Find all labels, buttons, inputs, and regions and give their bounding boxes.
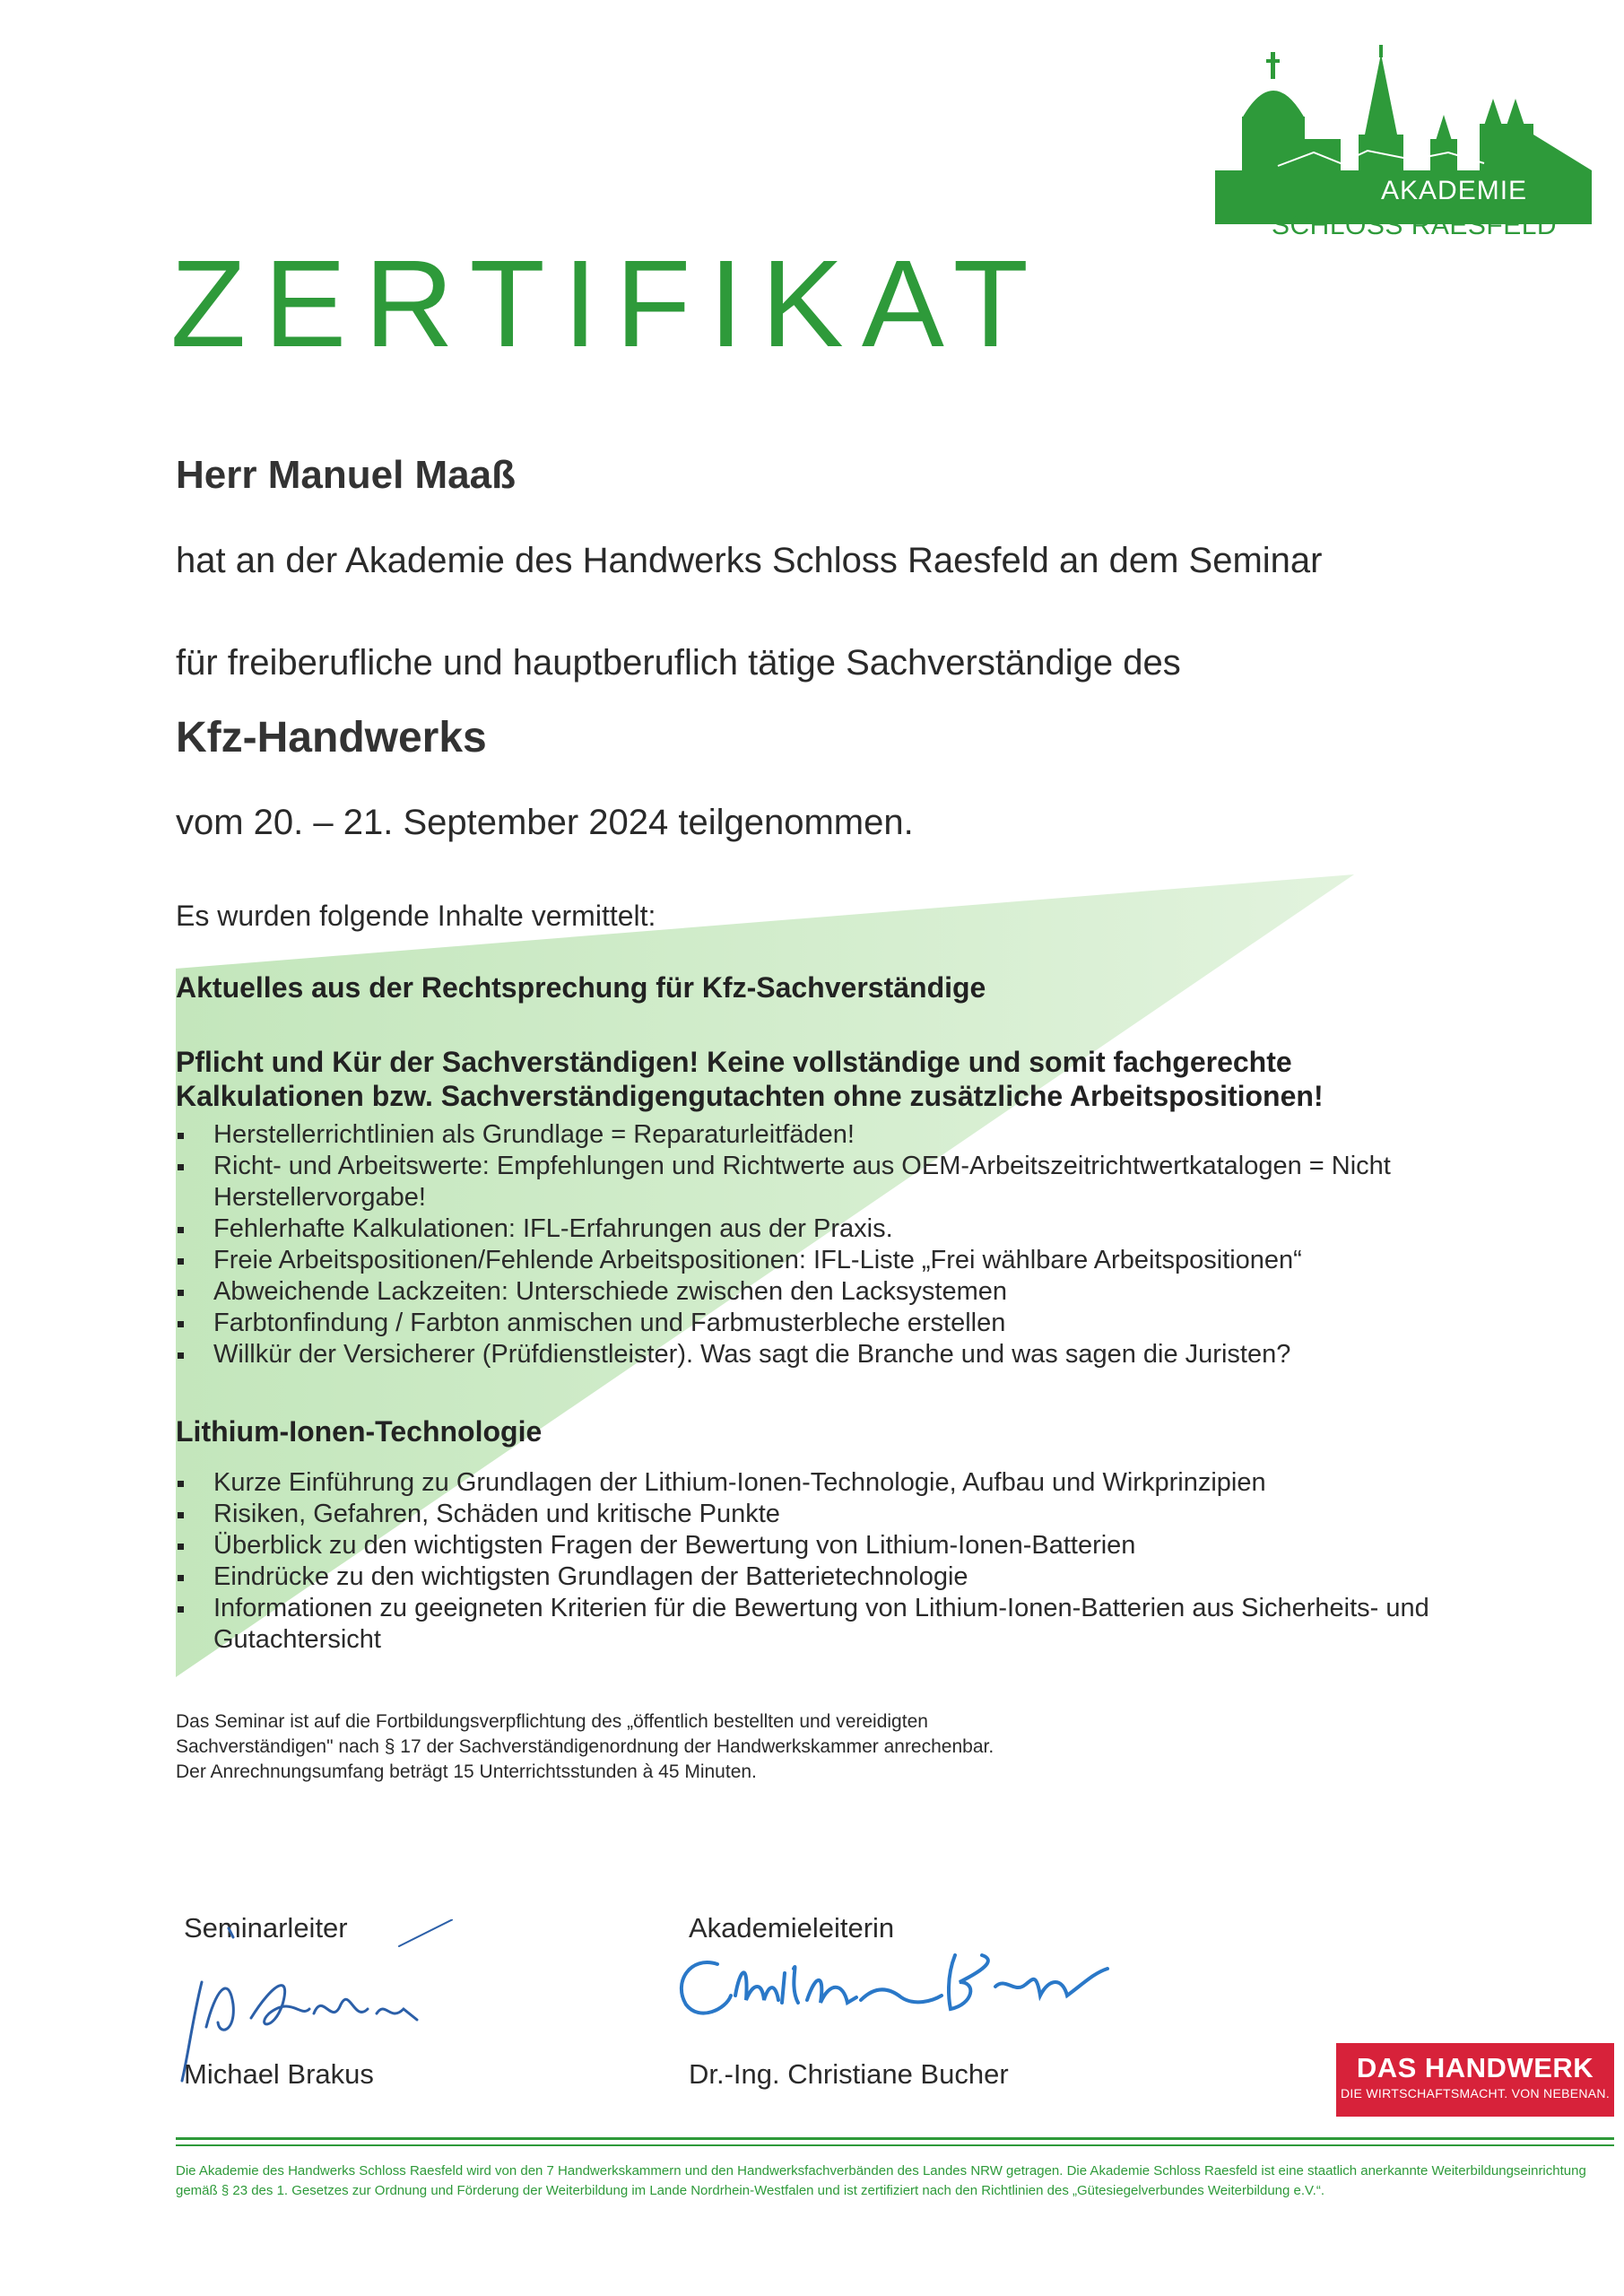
list-item: Informationen zu geeigneten Kriterien für die Bewertung von Lithium-Ionen-Batterien aus Sicherheits- und Gutachtersicht	[176, 1593, 1449, 1656]
academy-director-role: Akademieleiterin	[689, 1912, 895, 1944]
academy-director-signature	[664, 1933, 1130, 2031]
list-item: Abweichende Lackzeiten: Unterschiede zwischen den Lacksystemen	[176, 1276, 1449, 1308]
contents-intro: Es wurden folgende Inhalte vermittelt:	[176, 900, 656, 932]
note-line-2: Sachverständigen" nach § 17 der Sachverständigenordnung der Handwerkskammer anrechenbar.	[176, 1736, 994, 1757]
list-item: Überblick zu den wichtigsten Fragen der Bewertung von Lithium-Ionen-Batterien	[176, 1530, 1449, 1561]
list-item: Freie Arbeitspositionen/Fehlende Arbeitspositionen: IFL-Liste „Frei wählbare Arbeitspositionen“	[176, 1245, 1449, 1276]
list-item: Farbtonfindung / Farbton anmischen und Farbmusterbleche erstellen	[176, 1308, 1449, 1339]
body-line-2: für freiberufliche und hauptberuflich tätige Sachverständige des	[176, 643, 1181, 683]
academy-director-name: Dr.-Ing. Christiane Bucher	[689, 2058, 1009, 2090]
list-item: Fehlerhafte Kalkulationen: IFL-Erfahrungen aus der Praxis.	[176, 1213, 1449, 1245]
note-line-3: Der Anrechnungsumfang beträgt 15 Unterrichtsstunden à 45 Minuten.	[176, 1761, 757, 1782]
footer-divider	[176, 2137, 1614, 2140]
list-item: Risiken, Gefahren, Schäden und kritische Punkte	[176, 1499, 1449, 1530]
section-1-subtitle: Pflicht und Kür der Sachverständigen! Keine vollständige und somit fachgerechte Kalkulationen bzw. Sachverständigengutachten ohne zusätzliche Arbeitspositionen!	[176, 1046, 1324, 1112]
section-2-title: Lithium-Ionen-Technologie	[176, 1415, 543, 1448]
list-item: Kurze Einführung zu Grundlagen der Lithium-Ionen-Technologie, Aufbau und Wirkprinzipien	[176, 1467, 1449, 1499]
section-1-list	[176, 1119, 1449, 1370]
footer-text: Die Akademie des Handwerks Schloss Raesfeld wird von den 7 Handwerkskammern und den Handwerksfachverbänden des Landes NRW getragen. Die Akademie Schloss Raesfeld ist eine staatlich anerkannte Weiterbildungseinrichtung gemäß § 23 des 1. Gesetzes zur Ordnung und Förderung der Weiterbildung im Lande Nordrhein-Westfalen und ist zertifiziert nach den Richtlinien des „Gütesiegelverbundes Weiterbildung e.V.“.	[176, 2163, 1586, 2198]
recipient-name: Herr Manuel Maaß	[176, 453, 516, 497]
das-handwerk-badge	[1336, 2043, 1614, 2117]
body-line-1: hat an der Akademie des Handwerks Schloss Raesfeld an dem Seminar	[176, 541, 1323, 580]
certificate-title: ZERTIFIKAT	[170, 235, 1046, 373]
badge-sub-text: DIE WIRTSCHAFTSMACHT. VON NEBENAN.	[1340, 2086, 1611, 2100]
logo-text-akademie: AKADEMIE	[1381, 176, 1528, 205]
logo-text-schloss-raesfeld: SCHLOSS RAESFELD	[1272, 211, 1558, 240]
badge-main-text: DAS HANDWERK	[1356, 2052, 1594, 2083]
accreditation-note	[176, 1709, 1252, 1785]
seminar-subject: Kfz-Handwerks	[176, 714, 487, 761]
seminar-leader-name: Michael Brakus	[184, 2058, 374, 2090]
section-1-title: Aktuelles aus der Rechtsprechung für Kfz-Sachverständige	[176, 971, 986, 1004]
list-item: Richt- und Arbeitswerte: Empfehlungen und Richtwerte aus OEM-Arbeitszeitrichtwertkatalogen = Nicht Herstellervorgabe!	[176, 1151, 1449, 1213]
section-2-list	[176, 1467, 1449, 1656]
footer-divider	[176, 2144, 1614, 2146]
note-line-1: Das Seminar ist auf die Fortbildungsverpflichtung des „öffentlich bestellten und vereidigten	[176, 1711, 928, 1732]
list-item: Willkür der Versicherer (Prüfdienstleister). Was sagt die Branche und was sagen die Juristen?	[176, 1339, 1449, 1370]
list-item: Herstellerrichtlinien als Grundlage = Reparaturleitfäden!	[176, 1119, 1449, 1151]
seminar-leader-role: Seminarleiter	[184, 1912, 348, 1944]
seminar-dates: vom 20. – 21. September 2024 teilgenommen.	[176, 803, 914, 842]
list-item: Eindrücke zu den wichtigsten Grundlagen der Batterietechnologie	[176, 1561, 1449, 1593]
